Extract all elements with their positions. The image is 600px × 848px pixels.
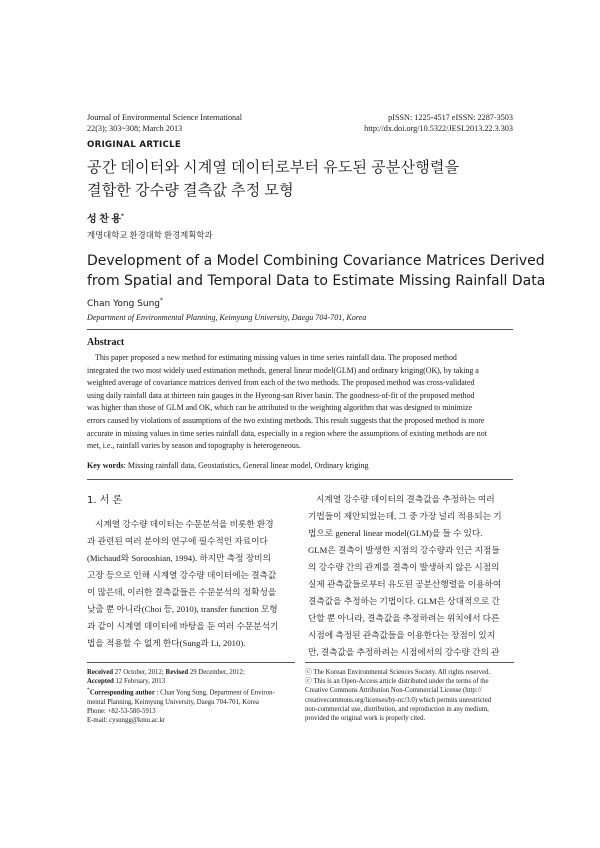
abstract-line: met, i.e., rainfall varies by season and topography is heterogeneous.	[87, 441, 301, 451]
issn: pISSN: 1225-4517 eISSN: 2287-3503	[388, 113, 513, 122]
abstract-bottom-rule	[87, 479, 513, 480]
intro-line: 의 강수량 간의 관계를 결측이 발생하지 않은 시점의	[308, 562, 500, 572]
abstract-heading: Abstract	[87, 337, 125, 348]
corresponding-author	[87, 686, 299, 697]
intro-line: 고장 등으로 인해 시계열 강수량 데이터에는 결측값	[87, 570, 277, 580]
intro-line: 시계열 강수량 데이터의 결측값을 추정하는 여러	[316, 494, 495, 504]
intro-line: 시점에 측정된 관측값들을 이용한다는 장점이 있지	[308, 630, 496, 640]
english-affiliation: Department of Environmental Planning, Keimyung University, Daegu 704-701, Korea	[87, 313, 367, 322]
korean-author-name: 성 찬 용	[87, 214, 121, 225]
corresponding-mark: *	[87, 687, 90, 694]
intro-line: 이 많은데, 이러한 결측값들은 수문분석의 정확성을	[87, 587, 277, 597]
received-dates	[87, 668, 299, 677]
abstract-line: errors caused by violations of assumptions of the two existing methods. This result suggests that the proposed method is more	[87, 415, 485, 425]
korean-author-mark: *	[120, 213, 124, 220]
intro-line: 과 관련된 여러 분야의 연구에 필수적인 자료이다	[87, 536, 268, 546]
english-title-line2: from Spatial and Temporal Data to Estimate Missing Rainfall Data	[87, 273, 546, 289]
intro-line: (Michaud와 Sorooshian, 1994). 하지만 측정 장비의	[87, 553, 271, 563]
abstract-line: This paper proposed a new method for estimating missing values in time series rainfall data. The proposed method	[95, 353, 457, 362]
intro-line: 결측값을 추정하는 기법이다. GLM은 상대적으로 간	[308, 596, 500, 606]
abstract-top-rule	[87, 329, 513, 330]
intro-line: 기법들이 제안되었는데, 그 중 가장 널리 적용되는 기	[308, 511, 502, 521]
intro-line: GLM은 결측이 발생한 지점의 강수량과 인근 지점들	[308, 545, 500, 555]
revised-date: 29 December, 2012;	[189, 669, 245, 676]
doi-link[interactable]: http://dx.doi.org/10.5322/JESI.2013.22.3.303	[364, 124, 513, 133]
keywords-label: Key words	[87, 461, 124, 470]
article-type: ORIGINAL ARTICLE	[87, 140, 182, 150]
intro-line: 단할 뿐 아니라, 결측값을 추정하려는 위치에서 다른	[308, 613, 500, 623]
korean-affiliation: 계명대학교 환경대학 환경계획학과	[87, 231, 213, 240]
section-1-heading: 1. 서 론	[87, 495, 123, 506]
corresponding-address: mental Planning, Keimyung University, Daegu 704-701, Korea	[87, 698, 259, 706]
abstract-line: weighted average of covariance matrices derived from each of the two methods. The proposed method was cross-validated	[87, 378, 475, 388]
revised-label: Revised	[165, 669, 189, 676]
abstract-body	[87, 352, 513, 453]
korean-title-line2: 결합한 강수량 결측값 추정 모형	[87, 183, 294, 199]
keywords-text: : Missing rainfall data, Geostatistics, General linear model, Ordinary kriging	[123, 461, 369, 470]
english-author	[87, 297, 163, 309]
abstract-line: integrated the two most widely used estimation methods, general linear model(GLM) and ordinary kriging(OK), by taking a	[87, 365, 479, 375]
phone: Phone: +82-53-580-5913	[87, 708, 156, 716]
abstract-line: using daily rainfall data at thirteen rain gauges in the Hyeong-san River basin. The goodness-of-fit of the proposed method	[87, 390, 475, 400]
copyright: ⓒ The Korean Environmental Sciences Society. All rights reserved.	[305, 669, 491, 676]
received-date: 27 October, 2012;	[114, 669, 164, 676]
intro-line: 시계열 강수량 데이터는 수문분석을 비롯한 환경	[95, 519, 274, 529]
received-label: Received	[87, 669, 114, 676]
intro-line: 과 같이 시계열 데이터에 바탕을 둔 여러 수문분석기	[87, 621, 279, 631]
footnote-rule-right	[305, 662, 514, 663]
intro-line: 실제 관측값들로부터 유도된 공분산행렬을 이용하여	[308, 579, 502, 589]
abstract-line: was higher than those of GLM and OK, which can be attributed to the weighting algorithm that was designed to minimize	[87, 403, 473, 413]
intro-line: 법으로 general linear model(GLM)을 들 수 있다.	[308, 528, 483, 538]
journal-name: Journal of Environmental Science International	[87, 113, 243, 122]
footnote-right	[305, 668, 515, 723]
license-line: ⓒ This is an Open-Access article distributed under the terms of the	[305, 678, 489, 686]
intro-right-column	[308, 491, 514, 661]
license-line: Creative Commons Attribution Non-Commercial License (http://	[305, 687, 482, 695]
intro-line: 만, 결측값을 추정하려는 시점에서의 강수량 간의 관	[308, 647, 500, 657]
abstract-line: accurate in missing values in time series rainfall data, especially in a region where the assumptions of existing methods are not	[87, 428, 487, 438]
license-line: provided the original work is properly cited.	[305, 715, 426, 723]
english-author-mark: *	[160, 297, 163, 304]
email[interactable]: E-mail: cysungg@kmu.ac.kr	[87, 717, 166, 725]
intro-line: 낮출 뿐 아니라(Choi 등, 2010), transfer function 모형	[87, 604, 278, 614]
footnote-left	[87, 668, 299, 725]
corresponding-text: : Chan Yong Sung, Department of Environ-	[156, 689, 275, 697]
footnote-rule-left	[87, 662, 295, 663]
english-title-line1: Development of a Model Combining Covariance Matrices Derived	[87, 253, 545, 269]
accepted-label: Accepted	[87, 678, 114, 686]
keywords	[87, 461, 369, 470]
accepted-date: 12 February, 2013	[115, 678, 166, 686]
english-author-name: Chan Yong Sung	[87, 299, 160, 309]
journal-issue: 22(3); 303~308; March 2013	[87, 124, 183, 133]
intro-line: 법을 적용할 수 없게 한다(Sung과 Li, 2010).	[87, 638, 246, 648]
corresponding-label: Corresponding author	[89, 689, 155, 697]
accepted-date-row	[87, 677, 299, 686]
license-line: creativecommons.org/licenses/by-nc/3.0) which permits unrestricted	[305, 696, 492, 704]
license-line: non-commercial use, distribution, and reproduction in any medium,	[305, 705, 489, 713]
intro-left-column	[87, 516, 295, 652]
korean-author	[87, 210, 124, 225]
korean-title-line1: 공간 데이터와 시계열 데이터로부터 유도된 공분산행렬을	[87, 160, 460, 176]
